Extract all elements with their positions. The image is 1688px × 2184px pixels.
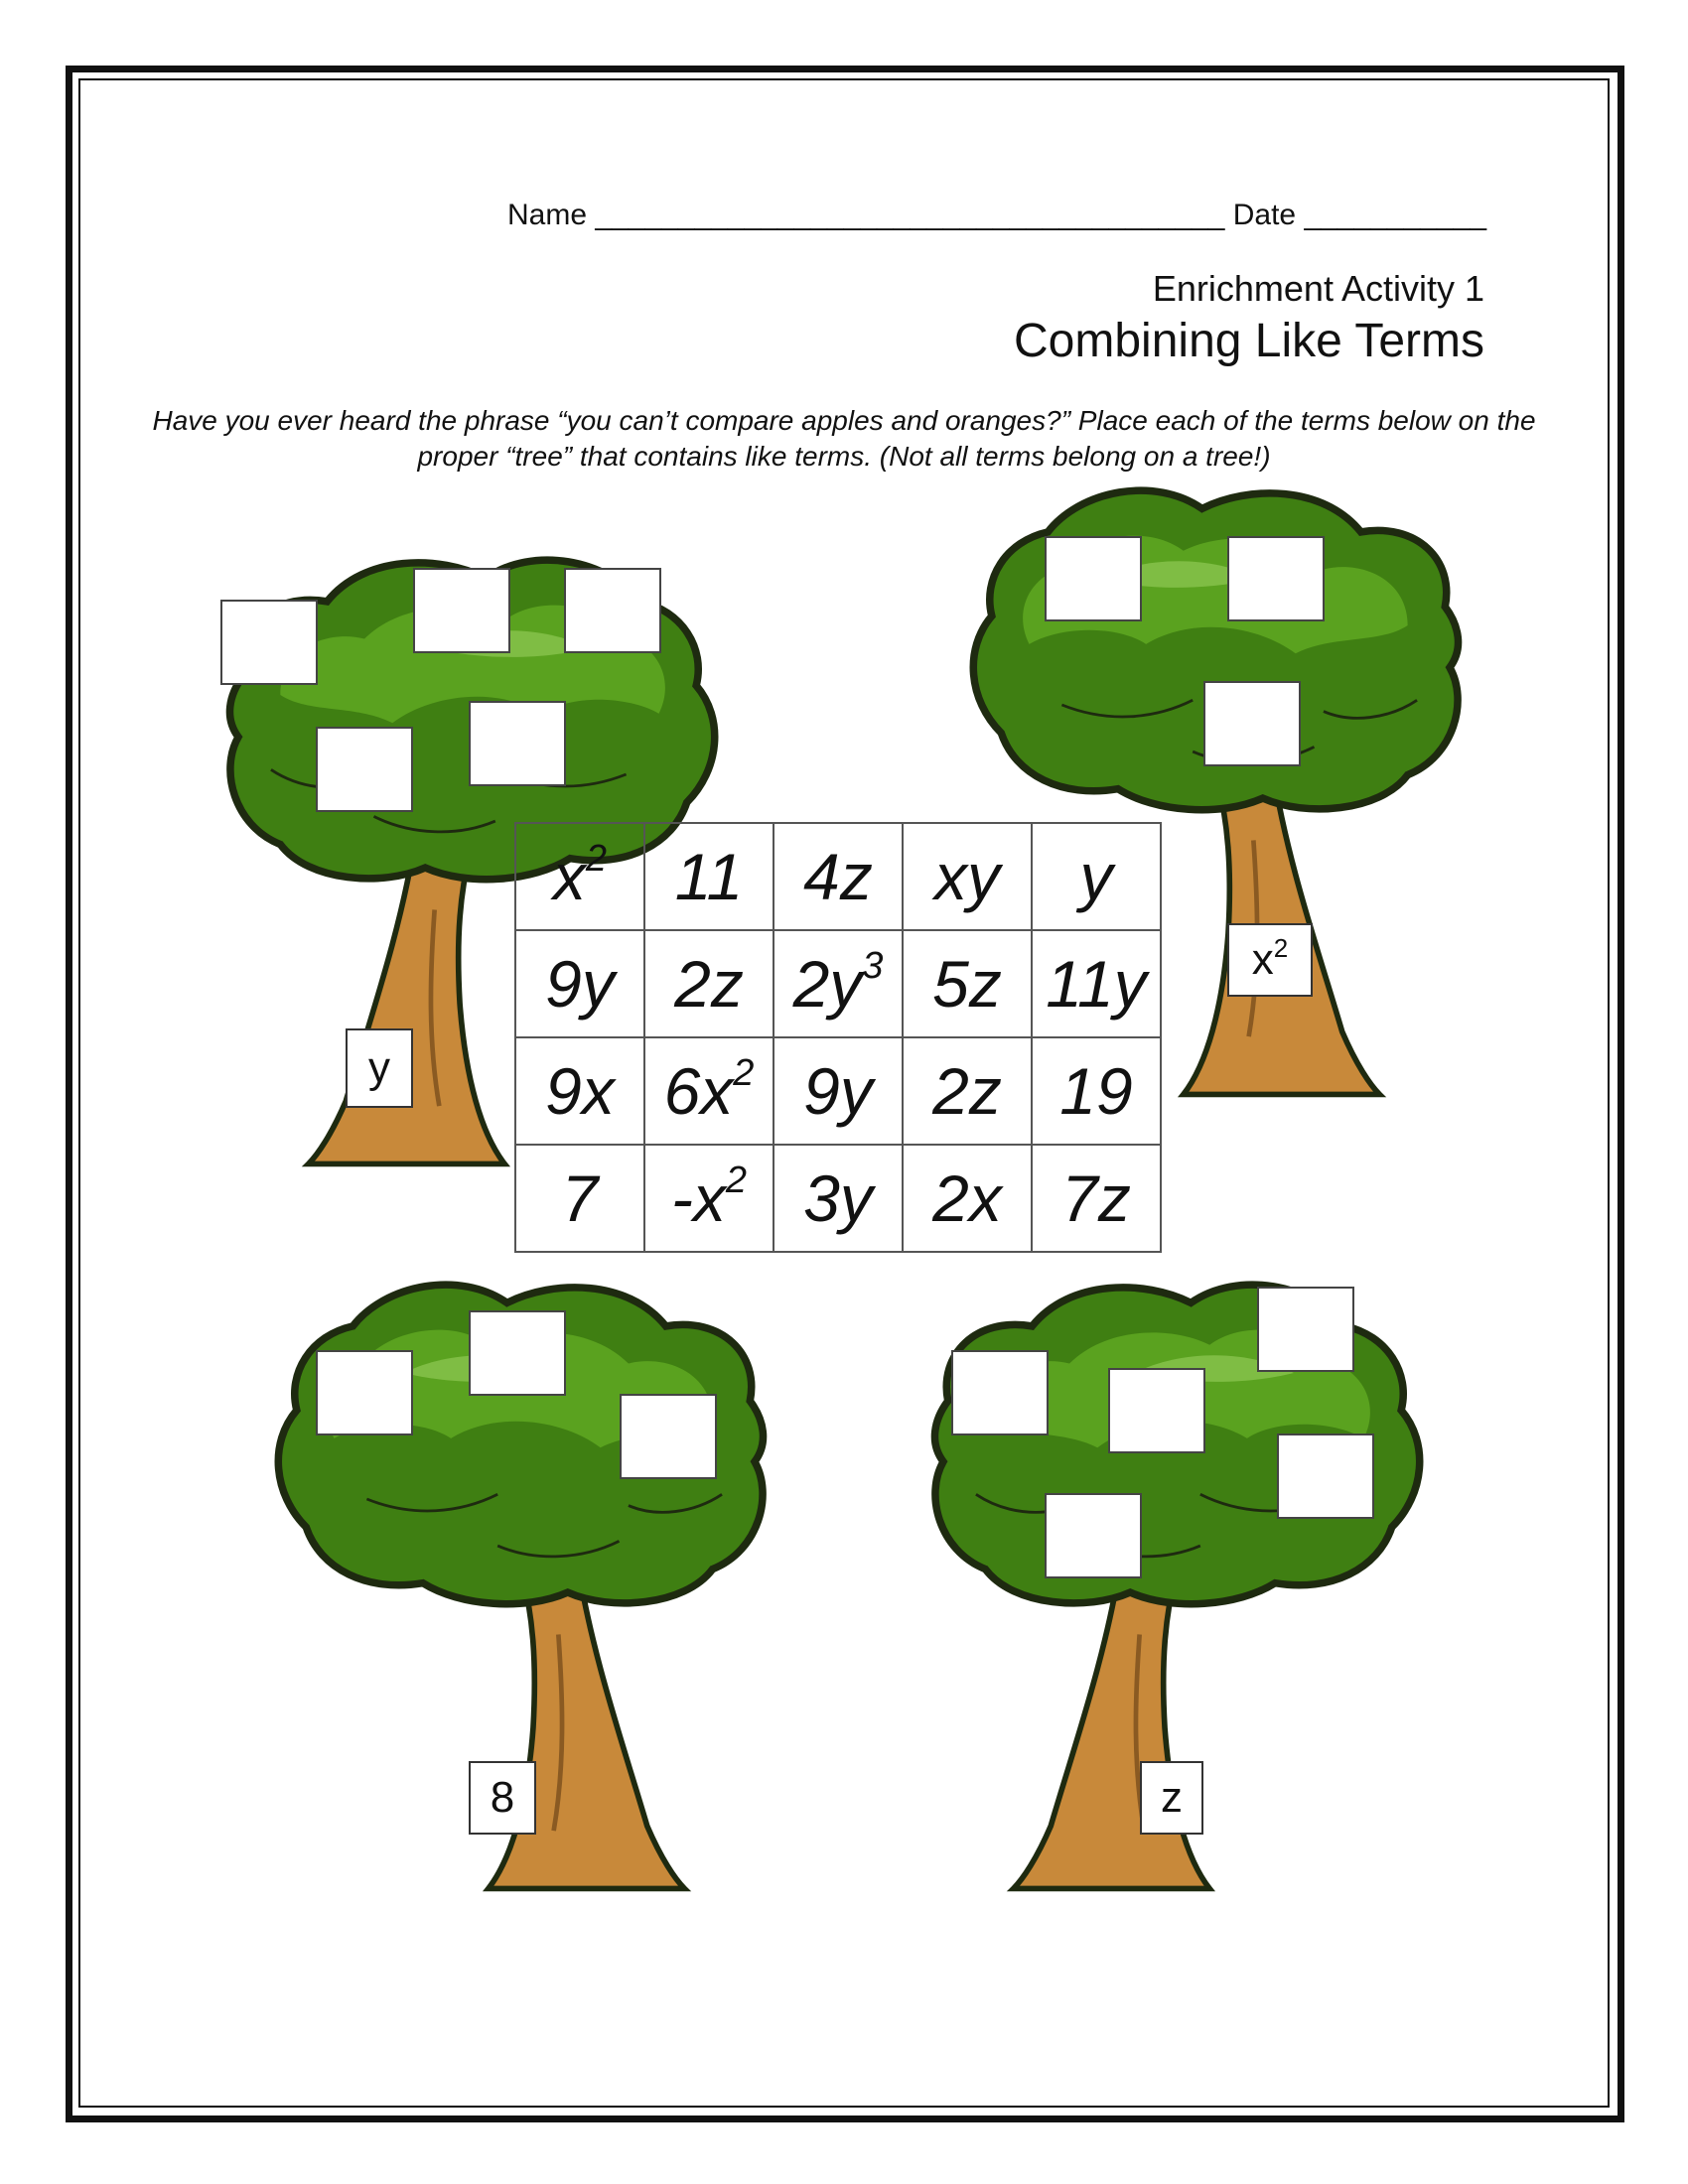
- term-cell[interactable]: $6x^2$: [644, 1037, 774, 1145]
- term-cell[interactable]: 9x: [515, 1037, 644, 1145]
- answer-box[interactable]: [220, 600, 318, 685]
- answer-box[interactable]: [1203, 681, 1301, 766]
- answer-box[interactable]: [1257, 1287, 1354, 1372]
- answer-box[interactable]: [316, 727, 413, 812]
- term-cell[interactable]: 9y: [515, 930, 644, 1037]
- term-cell[interactable]: $x^2$: [515, 823, 644, 930]
- term-cell[interactable]: 3y: [774, 1145, 903, 1252]
- term-cell[interactable]: y: [1032, 823, 1161, 930]
- date-label: Date: [1232, 199, 1297, 231]
- table-row: [515, 823, 1161, 930]
- answer-box[interactable]: [469, 1310, 566, 1396]
- term-cell[interactable]: 19: [1032, 1037, 1161, 1145]
- answer-box[interactable]: [1045, 536, 1142, 621]
- tree-label-top-right: x $^2$: [1227, 923, 1313, 997]
- answer-box[interactable]: [469, 701, 566, 786]
- answer-box[interactable]: [1277, 1433, 1374, 1519]
- table-row: [515, 930, 1161, 1037]
- name-field[interactable]: ______________________________________: [595, 199, 1225, 231]
- term-cell[interactable]: 2x: [903, 1145, 1032, 1252]
- table-row: [515, 1145, 1161, 1252]
- term-cell[interactable]: xy: [903, 823, 1032, 930]
- term-cell[interactable]: 7: [515, 1145, 644, 1252]
- term-cell[interactable]: $2y^3$: [774, 930, 903, 1037]
- tree-label-bottom-right: z: [1140, 1761, 1203, 1835]
- name-label: Name: [507, 199, 588, 231]
- answer-box[interactable]: [316, 1350, 413, 1435]
- instructions: Have you ever heard the phrase “you can’t compare apples and oranges?” Place each of the terms below on the proper “tree” that contains like terms. (Not all terms belong on a tree!): [152, 405, 1536, 472]
- date-field[interactable]: ___________: [1304, 199, 1486, 231]
- term-cell[interactable]: 4z: [774, 823, 903, 930]
- table-row: [515, 1037, 1161, 1145]
- tree-label-top-left: y: [346, 1028, 413, 1108]
- name-date-line: [0, 199, 1486, 232]
- term-cell[interactable]: 9y: [774, 1037, 903, 1145]
- term-cell[interactable]: $-x^2$: [644, 1145, 774, 1252]
- answer-box[interactable]: [1045, 1493, 1142, 1578]
- answer-box[interactable]: [1227, 536, 1325, 621]
- term-cell[interactable]: 5z: [903, 930, 1032, 1037]
- answer-box[interactable]: [951, 1350, 1049, 1435]
- term-cell[interactable]: 11: [644, 823, 774, 930]
- tree-label-bottom-left: 8: [469, 1761, 536, 1835]
- term-cell[interactable]: 7z: [1032, 1145, 1161, 1252]
- term-cell[interactable]: 2z: [644, 930, 774, 1037]
- term-cell[interactable]: 2z: [903, 1037, 1032, 1145]
- answer-box[interactable]: [564, 568, 661, 653]
- answer-box[interactable]: [413, 568, 510, 653]
- answer-box[interactable]: [1108, 1368, 1205, 1453]
- worksheet-title: Combining Like Terms: [1014, 315, 1484, 367]
- answer-box[interactable]: [620, 1394, 717, 1479]
- activity-label: Enrichment Activity 1: [1152, 268, 1484, 309]
- term-cell[interactable]: 11y: [1032, 930, 1161, 1037]
- terms-table: [514, 822, 1162, 1253]
